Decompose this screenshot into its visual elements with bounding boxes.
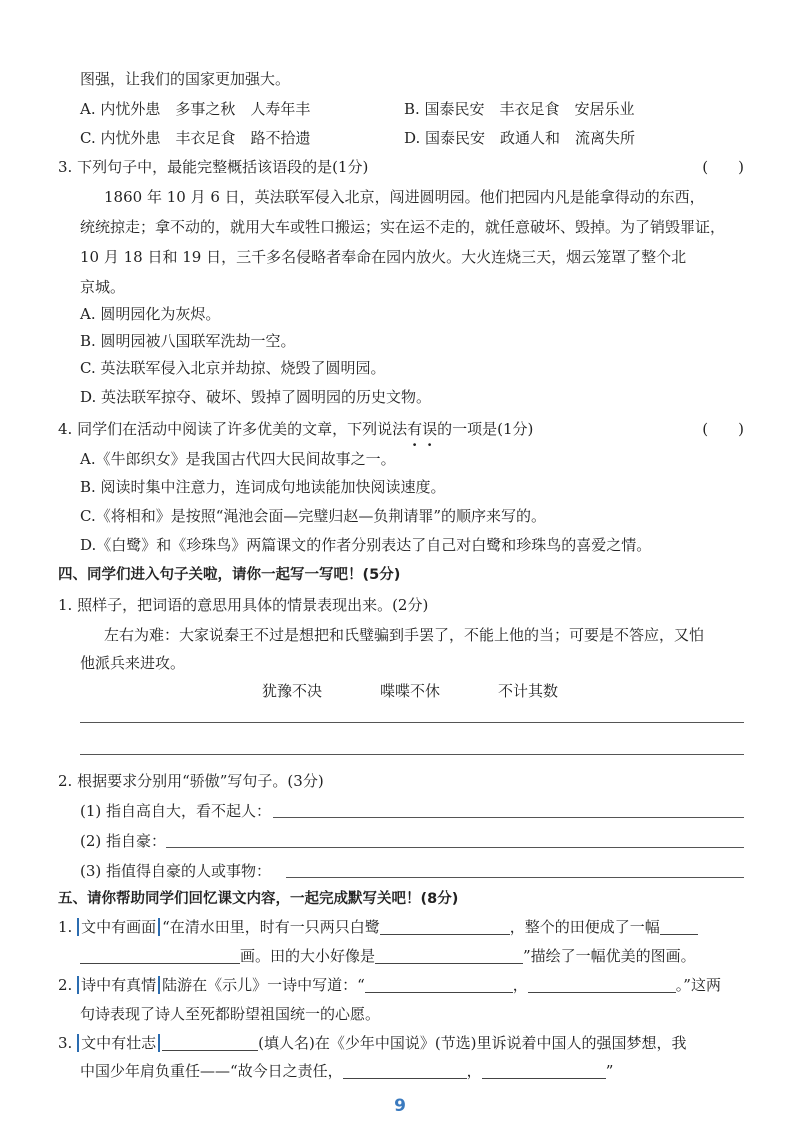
q4-emphasis-char: 有 <box>407 420 423 438</box>
sec5-q1-text: “在清水田里，时有一只两只白鹭 <box>162 918 380 936</box>
q2-option-d: D. 国泰民安 政通人和 流离失所 <box>404 129 636 147</box>
blank-field[interactable] <box>660 918 698 935</box>
q2-option-a: A. 内忧外患 多事之秋 人寿年丰 <box>80 100 311 118</box>
word-item: 犹豫不决 <box>262 682 323 700</box>
sec5-q2-line: 句诗表现了诗人至死都盼望祖国统一的心愿。 <box>80 1005 381 1023</box>
question-number: 1. <box>58 918 73 936</box>
q3-stem: 3. 下列句子中，最能完整概括该语段的是(1分) <box>58 158 369 176</box>
sec5-q3-line <box>58 1032 687 1054</box>
sec5-q1-line <box>58 916 698 938</box>
q4-stem <box>58 418 533 440</box>
q3-option: D. 英法联军掠夺、破坏、毁掉了圆明园的历史文物。 <box>80 388 432 406</box>
sec5-q3-text: ， <box>466 1062 482 1080</box>
blank-field[interactable] <box>80 947 240 964</box>
q4-stem-part: 的一项是(1分) <box>437 420 534 438</box>
q2-tail: 图强，让我们的国家更加强大。 <box>80 70 291 88</box>
q3-passage-line: 统统掠走；拿不动的，就用大车或牲口搬运；实在运不走的，就任意破坏、毁掉。为了销毁罪证， <box>80 218 726 236</box>
q3-option: B. 圆明园被八国联军洗劫一空。 <box>80 332 296 350</box>
sec5-q1-text: 画。田的大小好像是 <box>240 947 376 965</box>
word-item: 喋喋不休 <box>380 682 441 700</box>
q4-emphasis-char: 误 <box>422 420 438 438</box>
section-5-title: 五、请你帮助同学们回忆课文内容，一起完成默写关吧！(8分) <box>58 891 459 907</box>
sec5-q1-text: ，整个的田便成了一幅 <box>509 918 660 936</box>
blank-field[interactable] <box>365 976 513 993</box>
blank-field[interactable] <box>343 1062 467 1079</box>
q2-option-b: B. 国泰民安 丰衣足食 安居乐业 <box>404 100 635 118</box>
q3-option: A. 圆明园化为灰烬。 <box>80 305 221 323</box>
sec5-q3-line <box>80 1060 613 1082</box>
q3-passage-line: 10 月 18 日和 19 日，三千多名侵略者奉命在园内放火。大火连烧三天，烟云笼罩了整个北 <box>80 248 687 266</box>
sec5-q1-text: ”描绘了一幅优美的图画。 <box>523 947 696 965</box>
answer-line[interactable] <box>273 817 744 818</box>
question-number: 2. <box>58 976 73 994</box>
sec5-q1-line <box>80 945 696 967</box>
sec5-q3-text: (填人名)在《少年中国说》(节选)里诉说着中国人的强国梦想，我 <box>258 1034 687 1052</box>
sec4-q2b-label: (2) 指自豪： <box>80 832 167 850</box>
q4-option: B. 阅读时集中注意力，连词成句地读能加快阅读速度。 <box>80 478 446 496</box>
sec4-example-line: 左右为难：大家说秦王不过是想把和氏璧骗到手罢了，不能上他的当；可要是不答应，又怕 <box>104 626 705 644</box>
q4-stem-part: 4. 同学们在活动中阅读了许多优美的文章，下列说法 <box>58 420 408 438</box>
sec4-q2c-label: (3) 指值得自豪的人或事物： <box>80 862 272 880</box>
sec5-q2-text: ， <box>512 976 528 994</box>
q4-option: D.《白鹭》和《珍珠鸟》两篇课文的作者分别表达了自己对白鹭和珍珠鸟的喜爱之情。 <box>80 536 652 554</box>
sec4-q2a-label: (1) 指自高自大，看不起人： <box>80 802 272 820</box>
category-tag: 文中有壮志 <box>77 1034 160 1052</box>
q3-passage-line: 京城。 <box>80 278 126 296</box>
q4-option: C.《将相和》是按照“渑池会面—完璧归赵—负荆请罪”的顺序来写的。 <box>80 507 547 525</box>
question-number: 3. <box>58 1034 73 1052</box>
blank-field[interactable] <box>380 918 510 935</box>
sec5-q2-line <box>58 974 721 996</box>
word-item: 不计其数 <box>498 682 559 700</box>
answer-line[interactable] <box>80 722 744 723</box>
answer-line[interactable] <box>166 847 744 848</box>
answer-line[interactable] <box>286 877 744 878</box>
section-4-title: 四、同学们进入句子关啦，请你一起写一写吧！(5分) <box>58 567 401 583</box>
sec4-q1-stem: 1. 照样子，把词语的意思用具体的情景表现出来。(2分) <box>58 596 429 614</box>
page-number: 9 <box>394 1096 406 1116</box>
q3-option: C. 英法联军侵入北京并劫掠、烧毁了圆明园。 <box>80 359 386 377</box>
sec5-q3-text: ” <box>605 1062 614 1080</box>
sec5-q3-text: 中国少年肩负重任——“故今日之责任， <box>80 1062 343 1080</box>
sec4-word-list <box>262 680 616 702</box>
sec4-q2-stem: 2. 根据要求分别用“骄傲”写句子。(3分) <box>58 772 324 790</box>
blank-field[interactable] <box>162 1034 258 1051</box>
blank-field[interactable] <box>375 947 523 964</box>
q2-option-c: C. 内忧外患 丰衣足食 路不拾遗 <box>80 129 311 147</box>
q4-option: A.《牛郎织女》是我国古代四大民间故事之一。 <box>80 450 396 468</box>
q4-answer-paren[interactable]: ( ) <box>702 420 744 438</box>
answer-line[interactable] <box>80 754 744 755</box>
sec5-q2-text: 。”这两 <box>675 976 721 994</box>
category-tag: 诗中有真情 <box>77 976 160 994</box>
blank-field[interactable] <box>482 1062 606 1079</box>
category-tag: 文中有画面 <box>77 918 160 936</box>
q3-answer-paren[interactable]: ( ) <box>702 158 744 176</box>
sec4-example-line: 他派兵来进攻。 <box>80 654 186 672</box>
sec5-q2-text: 陆游在《示儿》一诗中写道：“ <box>162 976 365 994</box>
q3-passage-line: 1860 年 10 月 6 日，英法联军侵入北京，闯进圆明园。他们把园内凡是能拿得动的东西， <box>104 188 705 206</box>
blank-field[interactable] <box>528 976 676 993</box>
